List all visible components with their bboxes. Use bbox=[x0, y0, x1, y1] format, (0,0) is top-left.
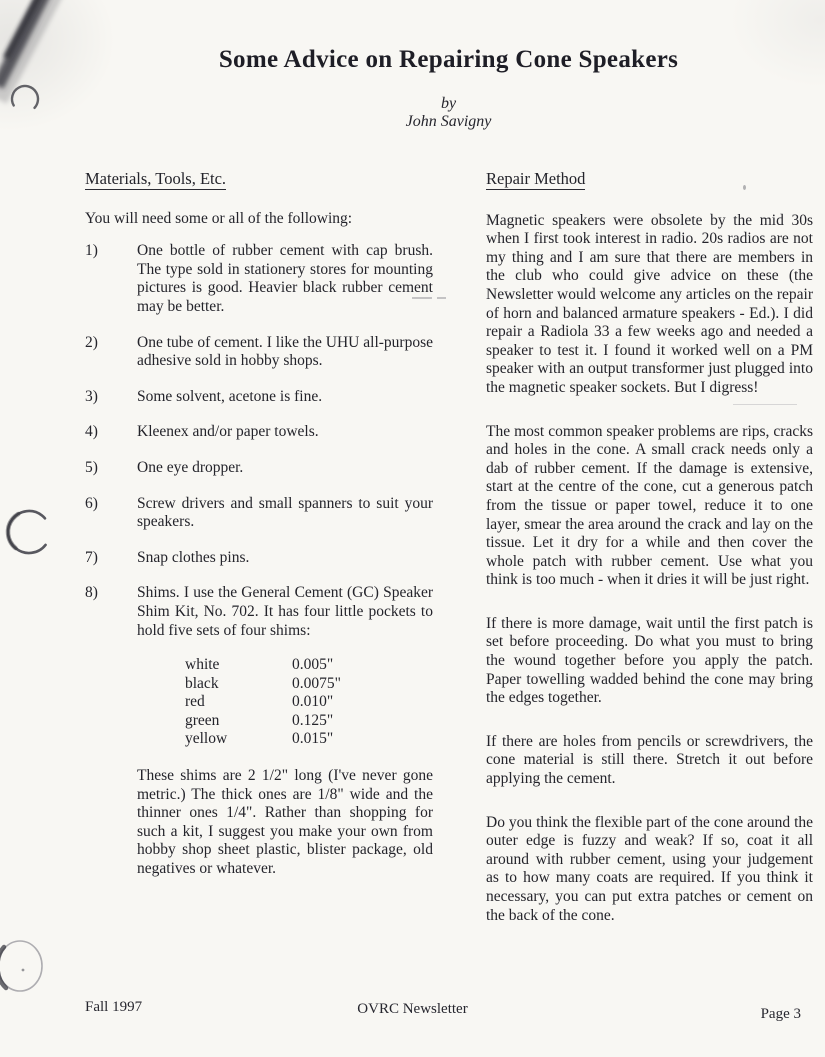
shim-row bbox=[185, 712, 433, 731]
item-text: One bottle of rubber cement with cap brush. The type sold in stationery stores for mounting pictures is good. Heavier black rubber cement may be better. bbox=[137, 242, 433, 315]
item-number: 1) bbox=[85, 242, 98, 260]
shim-size: 0.005" bbox=[292, 656, 334, 674]
item-number: 4) bbox=[85, 423, 98, 441]
shim-size: 0.0075" bbox=[292, 674, 341, 692]
scan-dash-artifact-2 bbox=[437, 297, 446, 299]
item-text: One eye dropper. bbox=[137, 458, 244, 476]
shim-row bbox=[185, 730, 433, 749]
materials-intro: You will need some or all of the following: bbox=[85, 209, 353, 227]
hole-punch-mark-middle bbox=[3, 504, 53, 560]
repair-paragraph-3: If there is more damage, wait until the first patch is set before proceeding. Do what you must to bring the wound together before you apply the patch. Paper towelling wadded behind the cone may bring the edges together. bbox=[486, 614, 813, 707]
shim-table bbox=[185, 656, 433, 749]
scan-streak-artifact bbox=[0, 0, 94, 150]
shim-size: 0.015" bbox=[292, 730, 334, 748]
item-text: Some solvent, acetone is fine. bbox=[137, 387, 323, 405]
item-number: 2) bbox=[85, 333, 98, 351]
materials-item-3 bbox=[85, 388, 433, 407]
hole-punch-mark-bottom bbox=[0, 936, 48, 996]
footer-page-number: Page 3 bbox=[760, 1006, 801, 1022]
author-name: John Savigny bbox=[405, 113, 492, 130]
item-number: 5) bbox=[85, 458, 98, 476]
shim-size: 0.125" bbox=[292, 711, 334, 729]
materials-item-6 bbox=[85, 495, 433, 532]
item-number: 8) bbox=[85, 584, 98, 602]
materials-item-8 bbox=[85, 584, 433, 640]
materials-heading: Materials, Tools, Etc. bbox=[85, 169, 227, 188]
shim-row bbox=[185, 693, 433, 712]
item-text: Screw drivers and small spanners to suit your speakers. bbox=[137, 494, 433, 531]
repair-paragraph-4: If there are holes from pencils or screwdrivers, the cone material is still there. Stretch it out before applying the cement. bbox=[486, 732, 813, 788]
item-text: Kleenex and/or paper towels. bbox=[137, 423, 319, 441]
item-text: Shims. I use the General Cement (GC) Speaker Shim Kit, No. 702. It has four little pockets to hold five sets of four shims: bbox=[137, 584, 433, 639]
materials-item-5 bbox=[85, 459, 433, 478]
shim-color: red bbox=[185, 693, 205, 711]
repair-paragraph-5: Do you think the flexible part of the cone around the outer edge is fuzzy and weak? If so, coat it all around with rubber cement, using your judgement as to how many coats are required. If you think it necessary, you can put extra patches or cement on the back of the cone. bbox=[486, 813, 813, 924]
repair-paragraph-1: Magnetic speakers were obsolete by the mid 30s when I first took interest in radio. 20s radios are not my thing and I am sure that there are members in the club who could give advice on these (the Newsletter would welcome any articles on the repair of horn and balanced armature speakers - Ed.). I did repair a Radiola 33 a few weeks ago and needed a speaker to test it. I found it worked well on a PM speaker with an output transformer just plugged into the magnetic speaker sockets. But I digress! bbox=[486, 211, 813, 396]
shim-color: black bbox=[185, 674, 219, 692]
shim-row bbox=[185, 656, 433, 675]
byline-prefix: by bbox=[440, 95, 457, 112]
hole-punch-mark-top bbox=[6, 82, 44, 118]
materials-column bbox=[85, 170, 433, 879]
repair-heading: Repair Method bbox=[486, 169, 586, 188]
materials-closing: These shims are 2 1/2" long (I've never gone metric.) The thick ones are 1/8" wide and the thinner ones 1/4". Rather than shopping for such a kit, I suggest you make your own from hobby shop sheet plastic, blister package, old negatives or whatever. bbox=[137, 767, 433, 878]
shim-color: yellow bbox=[185, 730, 228, 748]
materials-item-4 bbox=[85, 423, 433, 442]
item-number: 3) bbox=[85, 387, 98, 405]
shim-color: green bbox=[185, 711, 220, 729]
shim-row bbox=[185, 675, 433, 694]
shim-size: 0.010" bbox=[292, 693, 334, 711]
materials-item-7 bbox=[85, 549, 433, 568]
materials-item-1 bbox=[85, 242, 433, 316]
footer-season: Fall 1997 bbox=[85, 999, 143, 1015]
repair-paragraph-2: The most common speaker problems are rips, cracks and holes in the cone. A small crack needs only a dab of rubber cement. If the damage is extensive, start at the centre of the cone, cut a generous patch from the tissue or paper towel, reduce it to one layer, smear the area around the crack and lay on the tissue. Let it dry for a while and then cover the whole patch with rubber cement. Use what you think is too much - when it dries it will be just right. bbox=[486, 422, 813, 589]
item-text: One tube of cement. I like the UHU all-purpose adhesive sold in hobby shops. bbox=[137, 333, 433, 370]
shim-color: white bbox=[185, 656, 220, 674]
article-title: Some Advice on Repairing Cone Speakers bbox=[218, 46, 679, 73]
byline bbox=[85, 95, 812, 131]
item-text: Snap clothes pins. bbox=[137, 548, 250, 566]
item-number: 7) bbox=[85, 548, 98, 566]
footer-newsletter-title: OVRC Newsletter bbox=[357, 1001, 468, 1017]
title-block bbox=[85, 44, 812, 131]
repair-column bbox=[486, 170, 813, 950]
item-number: 6) bbox=[85, 494, 98, 512]
materials-item-2 bbox=[85, 334, 433, 371]
